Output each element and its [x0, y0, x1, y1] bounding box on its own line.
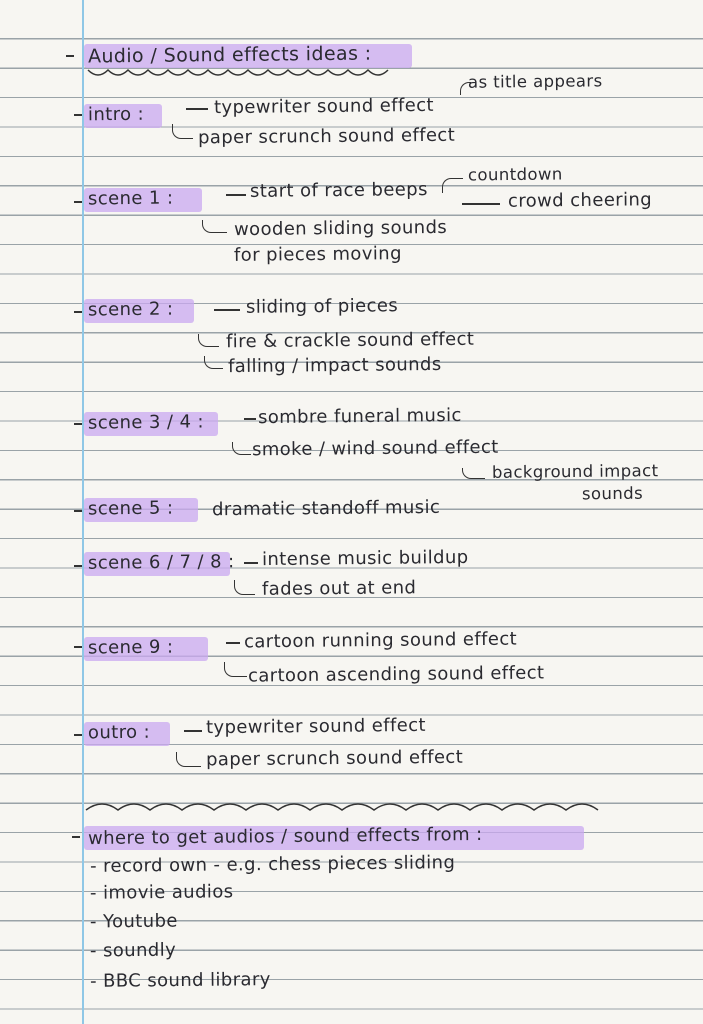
item-connector: [232, 442, 251, 455]
source-item: - BBC sound library: [89, 969, 271, 992]
scene34-item: smoke / wind sound effect: [251, 436, 499, 461]
scene9-item: cartoon running sound effect: [243, 628, 518, 653]
bullet-dash: [244, 418, 256, 420]
scene1-item: for pieces moving: [233, 243, 402, 266]
scene34-label: scene 3 / 4 :: [87, 411, 205, 434]
scene2-item: falling / impact sounds: [227, 353, 442, 378]
outro-label: outro :: [87, 721, 151, 744]
scene2-item: sliding of pieces: [245, 295, 399, 318]
bullet-dash: [74, 565, 82, 567]
item-connector: [172, 124, 193, 139]
intro-item: typewriter sound effect: [213, 94, 435, 119]
item-connector: [224, 662, 247, 677]
page-title: Audio / Sound effects ideas :: [87, 42, 372, 68]
bullet-dash: [226, 194, 246, 196]
bullet-dash: [462, 203, 500, 205]
intro-note: as title appears: [467, 71, 603, 92]
sources-heading: where to get audios / sound effects from :: [87, 823, 483, 850]
bullet-dash: [74, 510, 82, 512]
intro-label: intro :: [87, 103, 145, 126]
item-connector: [202, 220, 227, 233]
title-underline-wave: [86, 66, 406, 80]
source-item: - soundly: [89, 939, 177, 962]
scene1-note: crowd cheering: [507, 189, 653, 212]
outro-item: paper scrunch sound effect: [205, 746, 464, 771]
source-item: - Youtube: [89, 910, 178, 933]
scene5-item: dramatic standoff music: [211, 496, 441, 521]
scene1-item: start of race beeps: [249, 179, 428, 202]
bullet-dash: [74, 201, 82, 203]
bullet-dash: [66, 55, 74, 57]
bullet-dash: [226, 642, 240, 644]
scene678-label: scene 6 / 7 / 8 :: [87, 551, 235, 574]
scene2-item: fire & crackle sound effect: [225, 328, 475, 353]
scene1-item: wooden sliding sounds: [233, 216, 448, 241]
item-connector: [234, 580, 255, 595]
bullet-dash: [186, 108, 208, 110]
scene678-item: fades out at end: [261, 577, 417, 600]
note-connector: [442, 178, 463, 193]
scene1-label: scene 1 :: [87, 187, 174, 210]
source-item: - record own - e.g. chess pieces sliding: [89, 852, 456, 877]
scene678-item: intense music buildup: [261, 546, 469, 571]
bullet-dash: [72, 836, 80, 838]
bullet-dash: [74, 646, 82, 648]
scene9-item: cartoon ascending sound effect: [247, 662, 545, 687]
section-divider-wave: [84, 798, 604, 814]
bullet-dash: [74, 734, 82, 736]
bullet-dash: [244, 562, 258, 564]
bullet-dash: [214, 309, 240, 311]
bullet-dash: [74, 114, 82, 116]
source-item: - imovie audios: [89, 881, 234, 904]
item-connector: [198, 334, 219, 347]
scene2-label: scene 2 :: [87, 298, 174, 321]
item-connector: [204, 356, 223, 369]
note-connector: [462, 468, 485, 479]
bullet-dash: [74, 311, 82, 313]
intro-item: paper scrunch sound effect: [197, 124, 456, 149]
scene34-note: background impact: [491, 461, 659, 482]
bullet-dash: [74, 423, 82, 425]
scene34-note: sounds: [581, 483, 644, 504]
item-connector: [176, 752, 201, 767]
bullet-dash: [184, 730, 202, 732]
scene5-label: scene 5 :: [87, 497, 174, 520]
scene9-label: scene 9 :: [87, 636, 174, 659]
scene34-item: sombre funeral music: [257, 404, 462, 429]
scene1-note: countdown: [467, 164, 563, 185]
outro-item: typewriter sound effect: [205, 714, 427, 739]
